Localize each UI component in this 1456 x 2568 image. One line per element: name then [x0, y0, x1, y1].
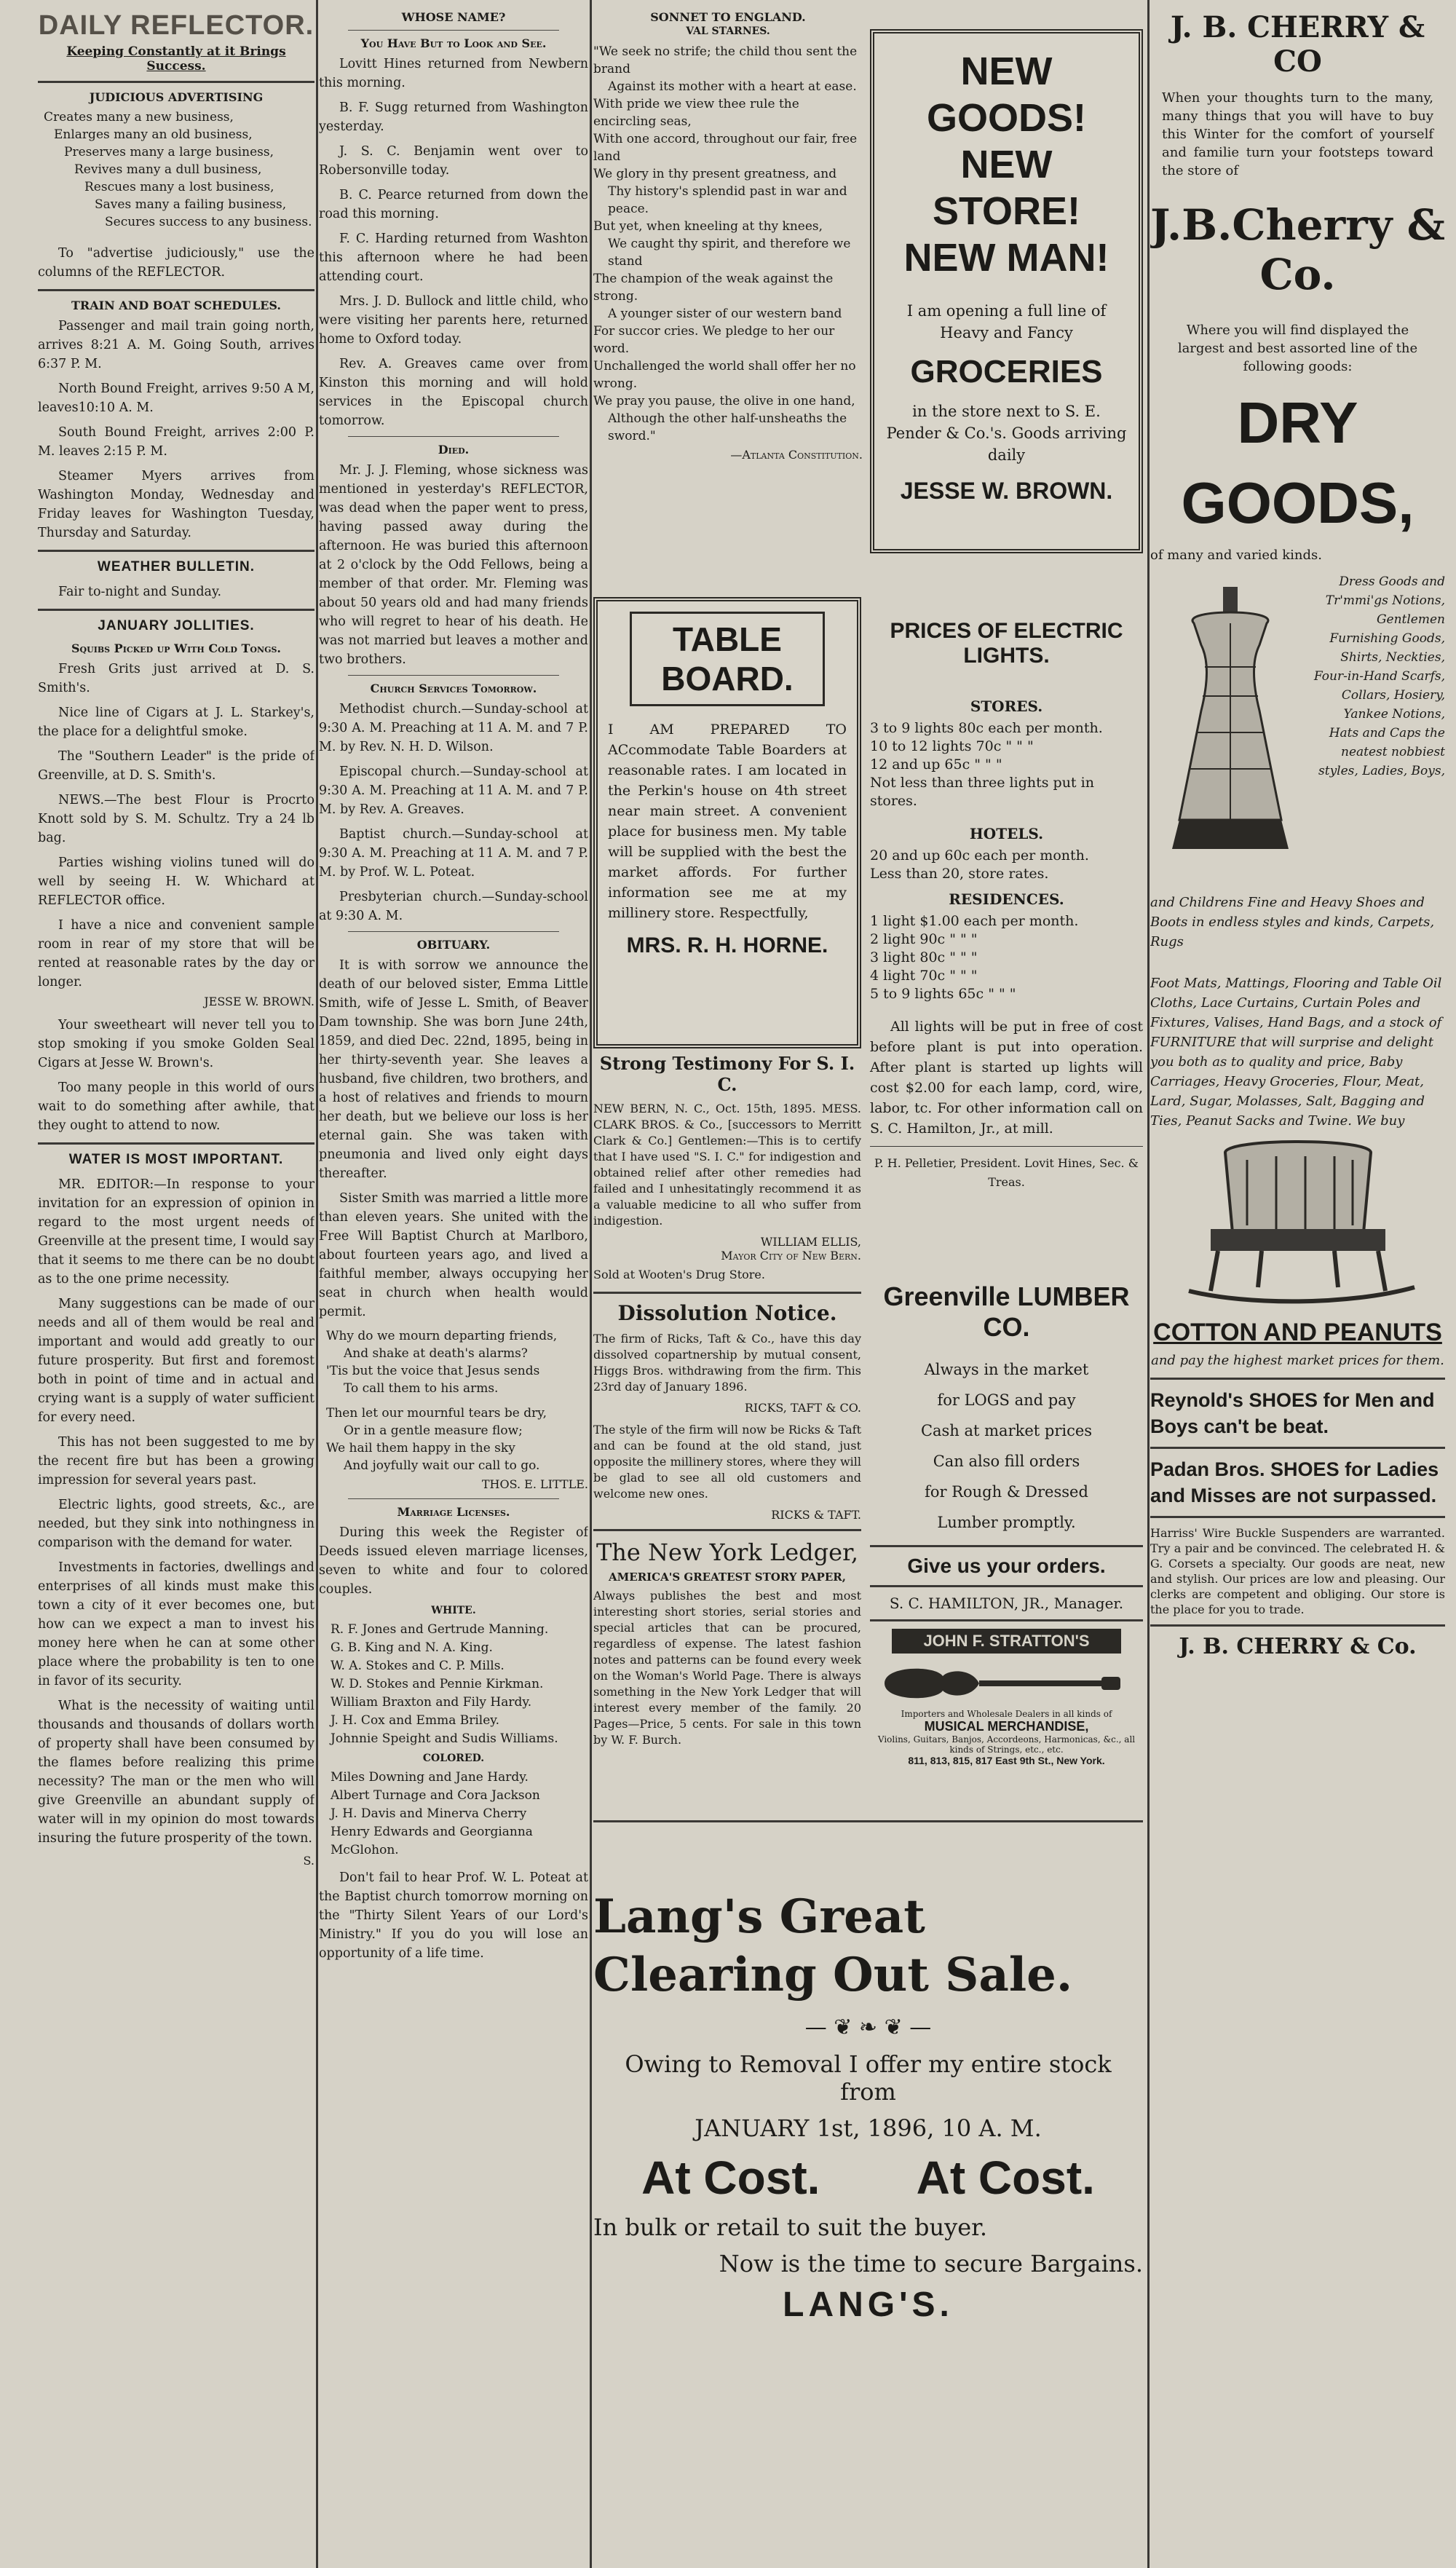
lumber-ad	[870, 1281, 1143, 1766]
langs-sig: LANG'S.	[783, 2285, 954, 2324]
at-cost-row	[593, 2151, 1143, 2205]
jollities-subheading: Squibs Picked up With Cold Tongs.	[71, 641, 281, 655]
price-line: 10 to 12 lights 70c " " "	[870, 738, 1034, 754]
verse-line: Against its mother with a heart at ease.	[608, 79, 857, 94]
verse-line: "We seek no strife; the child thou sent the brand	[593, 44, 858, 76]
table-board-ad	[593, 597, 861, 1048]
white-list	[319, 1621, 588, 1748]
langs-text: In bulk or retail to suit the buyer.	[593, 2213, 988, 2241]
lumber-line: Can also fill orders	[933, 1453, 1080, 1470]
langs-ad	[593, 1820, 1143, 2325]
langs-text: Owing to Removal I offer my entire stock from	[625, 2050, 1112, 2106]
residences-list	[870, 912, 1143, 1003]
lumber-lines	[870, 1354, 1143, 1538]
new-man-line: NEW MAN!	[903, 236, 1109, 280]
new-goods-ad	[870, 29, 1143, 553]
verse-line: Although the other half-unsheaths the sword."	[608, 411, 847, 443]
hotels-list	[870, 847, 1143, 883]
new-goods-name: JESSE W. BROWN.	[900, 478, 1113, 504]
train-item: North Bound Freight, arrives 9:50 A M, leaves10:10 A. M.	[38, 382, 314, 415]
lumber-line: Cash at market prices	[920, 1422, 1093, 1439]
verse-line: Then let our mournful tears be dry,	[326, 1406, 547, 1421]
electric-title: PRICES OF ELECTRIC LIGHTS.	[890, 619, 1123, 668]
residences-label: RESIDENCES.	[949, 890, 1064, 908]
license-item: W. D. Stokes and Pennie Kirkman.	[331, 1677, 544, 1691]
stratton-line: Violins, Guitars, Banjos, Accordeons, Harmonicas, &c., all kinds of Strings, etc., etc.	[877, 1734, 1136, 1755]
verse-line: Why do we mourn departing friends,	[326, 1329, 558, 1343]
violin-icon	[870, 1658, 1132, 1709]
column-1	[38, 0, 314, 2568]
water-para: Electric lights, good streets, &c., are needed, but they sink into nothingness in comparison with the demand for water.	[38, 1498, 314, 1550]
electric-note: All lights will be put in free of cost before plant is put into operation. After plant is started up lights will cost $2.00 for each lamp, cord, wire, labor, tc. For other information call on S. C. Hamilton, Jr., at mill.	[870, 1019, 1143, 1137]
train-item: South Bound Freight, arrives 2:00 P. M. leaves 2:15 P. M.	[38, 425, 314, 459]
died-heading: Died.	[438, 443, 470, 457]
dissolution-text: The firm of Ricks, Taft & Co., have this day dissolved copartnership by mutual consent, Higgs Bros. withdrawing from the firm. This 23rd day of January 1896.	[593, 1332, 861, 1394]
advertising-footer: To "advertise judiciously," use the columns of the REFLECTOR.	[38, 246, 314, 280]
langs-title: Clearing Out Sale.	[593, 1948, 1073, 2002]
dress-goods-row	[1150, 574, 1445, 885]
train-heading: TRAIN AND BOAT SCHEDULES.	[71, 299, 281, 312]
verse-line: The champion of the weak against the strong.	[593, 272, 834, 304]
colored-list	[319, 1769, 588, 1860]
personal-item: Rev. A. Greaves came over from Kinston this morning and will hold services in the Episcopal church tomorrow.	[319, 357, 588, 428]
advertising-heading: JUDICIOUS ADVERTISING	[89, 90, 264, 104]
harris-text: Harriss' Wire Buckle Suspenders are warranted. Try a pair and be convinced. The celebrated H. & G. Corsets a specialty. Our goods are neat, new and stylish. Our prices are low and pleasing. Our clerks are competent and obliging. Our store is the place for you to trade.	[1150, 1526, 1445, 1616]
cherry-where: Where you will find displayed the largest and best assorted line of the following goods:	[1177, 323, 1418, 374]
corset-icon	[1150, 580, 1310, 885]
cotton-peanuts: COTTON AND PEANUTS	[1153, 1319, 1442, 1346]
verse-line: We caught thy spirit, and therefore we stand	[608, 237, 851, 269]
price-line: 4 light 70c " " "	[870, 968, 978, 984]
weather-heading: WEATHER BULLETIN.	[97, 559, 256, 574]
verse-line: Unchallenged the world shall offer her no wrong.	[593, 359, 856, 391]
jollity-item: NEWS.—The best Flour is Procrto Knott sold by S. M. Schultz. Try a 24 lb bag.	[38, 793, 314, 845]
advertising-list	[38, 108, 314, 231]
sonnet-title: SONNET TO ENGLAND.	[650, 10, 806, 24]
langs-date: JANUARY 1st, 1896, 10 A. M.	[695, 2114, 1042, 2142]
water-heading: WATER IS MOST IMPORTANT.	[68, 1152, 284, 1167]
advertising-line: Secures success to any business.	[105, 215, 312, 229]
stratton-line: Importers and Wholesale Dealers in all kinds of	[901, 1709, 1112, 1719]
padan-shoes: Padan Bros. SHOES for Ladies and Misses are not surpassed.	[1150, 1458, 1439, 1506]
price-line: Less than 20, store rates.	[870, 866, 1049, 882]
jollities-heading: JANUARY JOLLITIES.	[98, 618, 255, 633]
marriage-heading: Marriage Licenses.	[397, 1505, 510, 1519]
advertising-line: Preserves many a large business,	[64, 145, 274, 159]
obituary-para: Sister Smith was married a little more than eleven years. She united with the Free Will Baptist Church at Marlboro, about fourteen years ago, and lived a faithful member, always occupying her seat in church when health would permit.	[319, 1191, 588, 1319]
ledger-sub: AMERICA'S GREATEST STORY PAPER,	[609, 1571, 846, 1584]
lumber-line: Lumber promptly.	[937, 1514, 1076, 1531]
cherry-intro: When your thoughts turn to the many, many things that you will have to buy this Winter for the comfort of yourself and familie turn your footsteps toward the store of	[1162, 90, 1433, 178]
verse-line: Or in a gentle measure flow;	[344, 1423, 523, 1438]
price-line: 12 and up 65c " " "	[870, 756, 1002, 773]
sonnet-author: VAL STARNES.	[686, 25, 770, 37]
ledger-text: Always publishes the best and most interesting short stories, serial stories and special articles that can be procured, regardless of expense. The latest fashion notes and patterns can be found every week on the Woman's World Page. There is always something in the New York Ledger that will interest every member of the family. 20 Pages—Price, 5 cents. For sale in this town by W. F. Burch.	[593, 1589, 861, 1747]
verse-line: We pray you pause, the olive in one hand,	[593, 394, 855, 408]
price-line: 5 to 9 lights 65c " " "	[870, 986, 1016, 1002]
at-cost: At Cost.	[641, 2152, 820, 2204]
personal-item: F. C. Harding returned from Washton this afternoon where he had been attending court.	[319, 232, 588, 284]
obituary-para: It is with sorrow we announce the death of our beloved sister, Emma Little Smith, wife of Jesse L. Smith, of Beaver Dam township. She was born June 24th, 1859, and died Dec. 22nd, 1895, being in her thirty-seventh year. She leaves a husband, five children, two brothers, and a host of relatives and friends to mourn her death, but we believe our loss is her eternal gain. She was taken with pneumonia and lived only eight days thereafter.	[319, 958, 588, 1181]
personal-item: B. F. Sugg returned from Washington yesterday.	[319, 100, 588, 134]
verse-line: With pride we view thee rule the encircling seas,	[593, 97, 799, 129]
water-para: This has not been suggested to me by the recent fire but has been a growing impression for several years past.	[38, 1435, 314, 1488]
verse-line: For succor cries. We pledge to her our word.	[593, 324, 835, 356]
lumber-cta: Give us your orders.	[907, 1554, 1106, 1577]
reynolds-shoes: Reynold's SHOES for Men and Boys can't be beat.	[1150, 1389, 1435, 1437]
rocking-chair-icon	[1174, 1138, 1422, 1305]
license-item: Johnnie Speight and Sudis Williams.	[331, 1731, 558, 1746]
motto: Keeping Constantly at it Brings Success.	[66, 44, 286, 74]
column-3	[593, 0, 1147, 2568]
verse-line: Thy history's splendid past in war and peace.	[608, 184, 847, 216]
water-para: Investments in factories, dwellings and enterprises of all kinds must make this town a city of it ever becomes one, but how can we expect a man to invest his money here when he can at some other place where the probability is ten to one in favor of its security.	[38, 1560, 314, 1688]
dissolution-text: The style of the firm will now be Ricks & Taft and can be found at the old stand, just opposite the millinery stores, where they will be glad to see all old customers and welcome new ones.	[593, 1423, 861, 1501]
jollity-item: Too many people in this world of ours wait to do something after awhile, that they ought to attend to now.	[38, 1080, 314, 1133]
church-item: Baptist church.—Sunday-school at 9:30 A. M. Preaching at 11 A. M. and 7 P. M. by Prof. W. L. Poteat.	[319, 827, 588, 880]
table-board-title: TABLE BOARD.	[630, 612, 825, 706]
marriage-text: During this week the Register of Deeds issued eleven marriage licenses, seven to white and four to colored couples.	[319, 1525, 588, 1597]
lumber-line: for Rough & Dressed	[925, 1483, 1088, 1501]
sonnet-lines	[593, 43, 863, 445]
personal-item: J. S. C. Benjamin went over to Robersonville today.	[319, 144, 588, 178]
dissolution-sig: RICKS & TAFT.	[771, 1508, 861, 1522]
verse-line: And joyfully wait our call to go.	[344, 1458, 540, 1473]
verse-line: 'Tis but the voice that Jesus sends	[326, 1364, 540, 1378]
advertising-line: Enlarges many an old business,	[54, 127, 253, 142]
stratton-line: MUSICAL MERCHANDISE,	[924, 1719, 1089, 1734]
cherry-pay: and pay the highest market prices for them.	[1151, 1353, 1444, 1368]
cherry-logo: J.B.Cherry & Co.	[1150, 200, 1445, 299]
column-rule	[590, 0, 592, 2568]
jollity-item: Fresh Grits just arrived at D. S. Smith's.	[38, 662, 314, 695]
langs-title: Lang's Great	[593, 1889, 925, 1944]
license-item: William Braxton and Fily Hardy.	[331, 1695, 532, 1710]
died-text: Mr. J. J. Fleming, whose sickness was mentioned in yesterday's REFLECTOR, was dead when the paper went to press, having passed away during the afternoon. He was buried this afternoon at 2 o'clock by the Odd Fellows, being a member of that order. Mr. Fleming was about 50 years old and had many friends who will regret to hear of his death. He was not married but leaves a mother and two brothers.	[319, 463, 588, 667]
lumber-line: Always in the market	[924, 1361, 1089, 1378]
jollity-item: Parties wishing violins tuned will do well by seeing H. W. Whichard at REFLECTOR office.	[38, 856, 314, 908]
hotels-label: HOTELS.	[969, 825, 1044, 842]
personals-subheading: You Have But to Look and See.	[360, 36, 547, 50]
testimony-sig: WILLIAM ELLIS,	[760, 1235, 861, 1249]
closing-notice: Don't fail to hear Prof. W. L. Poteat at the Baptist church tomorrow morning on the "Thirty Silent Years of our Lord's Ministry." If you do you will lose an opportunity of a life time.	[319, 1870, 588, 1961]
signature: JESSE W. BROWN.	[204, 995, 314, 1008]
lumber-manager: S. C. HAMILTON, JR., Manager.	[889, 1595, 1124, 1612]
license-item: J. H. Davis and Minerva Cherry	[331, 1806, 527, 1821]
at-cost: At Cost.	[916, 2152, 1095, 2204]
testimony-sigsub: Mayor City of New Bern.	[721, 1249, 861, 1263]
testimony-text: NEW BERN, N. C., Oct. 15th, 1895. MESS. CLARK BROS. & Co., [successors to Merritt Clark & Co.] Gentlemen:—This is to certify that I have used "S. I. C." for indigestion and obtained relief after other remedies had failed and I unhesitatingly recommend it as a valuable medicine to all who suffer from indigestion.	[593, 1102, 861, 1228]
advertising-line: Rescues many a lost business,	[84, 180, 274, 194]
white-label: WHITE.	[431, 1605, 476, 1616]
colored-label: COLORED.	[422, 1753, 485, 1764]
dissolution-sig: RICKS, TAFT & CO.	[744, 1401, 861, 1415]
jollity-item: Your sweetheart will never tell you to stop smoking if you smoke Golden Seal Cigars at Jesse W. Brown's.	[38, 1018, 314, 1070]
advertising-line: Revives many a dull business,	[74, 162, 262, 177]
table-board-name: MRS. R. H. HORNE.	[626, 933, 828, 957]
jollity-item: I have a nice and convenient sample room in rear of my store that will be rented at reasonable rates by the day or longer.	[38, 918, 314, 989]
stores-label: STORES.	[970, 698, 1043, 715]
testimony-sold: Sold at Wooten's Drug Store.	[593, 1268, 765, 1281]
obituary-heading: OBITUARY.	[416, 938, 491, 952]
new-goods-text: in the store next to S. E. Pender & Co.'s. Goods arriving daily	[886, 403, 1127, 464]
verse-line: With one accord, throughout our fair, free land	[593, 132, 858, 164]
personal-item: Lovitt Hines returned from Newbern this morning.	[319, 57, 588, 90]
dry-goods: DRY GOODS,	[1181, 390, 1415, 535]
personal-item: Mrs. J. D. Bullock and little child, who were visiting her parents here, returned home to Oxford today.	[319, 294, 588, 347]
water-para: What is the necessity of waiting until thousands and thousands of dollars worth of property shall have been consumed by the flames before realizing this prime necessity? The man or the men who will give Greenville an abundant supply of water will in my opinion do most towards insuring the future prosperity of the town.	[38, 1699, 314, 1846]
price-line: 20 and up 60c each per month.	[870, 848, 1089, 864]
electric-officers: P. H. Pelletier, President. Lovit Hines, Sec. & Treas.	[874, 1156, 1139, 1189]
water-para: MR. EDITOR:—In response to your invitation for an expression of opinion in regard to the most urgent needs of Greenville at the present time, I would say that it seems to me there can be no doubt as to the one prime necessity.	[38, 1177, 314, 1287]
cherry-mats: Foot Mats, Mattings, Flooring and Table Oil Cloths, Lace Curtains, Curtain Poles and Fixtures, Valises, Hand Bags, and a stock of FURNITURE that will surprise and delight you both as to quality and price, Baby Carriages, Heavy Groceries, Flour, Meat, Lard, Sugar, Molasses, Salt, Bagging and Ties, Peanut Sacks and Twine. We buy	[1150, 976, 1442, 1129]
column-rule	[316, 0, 318, 2568]
verse-line: But yet, when kneeling at thy knees,	[593, 219, 823, 234]
train-item: Passenger and mail train going north, arrives 8:21 A. M. Going South, arrives 6:37 P. M.	[38, 319, 314, 371]
masthead: DAILY REFLECTOR.	[38, 10, 314, 41]
obituary-verse	[319, 1327, 588, 1474]
church-heading: Church Services Tomorrow.	[370, 681, 537, 695]
sonnet-source: —Atlanta Constitution.	[730, 448, 863, 462]
verse-line: To call them to his arms.	[344, 1381, 499, 1396]
personal-item: B. C. Pearce returned from down the road this morning.	[319, 188, 588, 221]
electric-lights-ad	[870, 619, 1143, 1198]
dissolution-title: Dissolution Notice.	[617, 1301, 837, 1325]
church-item: Methodist church.—Sunday-school at 9:30 A. M. Preaching at 11 A. M. and 7 P. M. by Rev. N. H. D. Wilson.	[319, 702, 588, 754]
ornament-icon: — ❦ ❧ ❦ —	[804, 2015, 932, 2040]
column-rule	[1147, 0, 1150, 2568]
personals-heading: WHOSE NAME?	[401, 10, 506, 24]
langs-text: Now is the time to secure Bargains.	[719, 2250, 1143, 2277]
testimony-ad	[593, 1048, 861, 1754]
groceries-title: GROCERIES	[910, 354, 1103, 390]
verse-line: A younger sister of our western band	[608, 307, 842, 321]
verse-line: We hail them happy in the sky	[326, 1441, 515, 1455]
church-item: Episcopal church.—Sunday-school at 9:30 A. M. Preaching at 11 A. M. and 7 P. M. by Rev. A. Greaves.	[319, 765, 588, 817]
price-line: 3 light 80c " " "	[870, 949, 978, 965]
license-item: Miles Downing and Jane Hardy.	[331, 1770, 529, 1785]
price-line: 1 light $1.00 each per month.	[870, 913, 1079, 929]
license-item: G. B. King and N. A. King.	[331, 1640, 493, 1655]
dress-goods-list: Dress Goods and Tr'mmi'gs Notions, Gentlemen Furnishing Goods, Shirts, Neckties, Four-in-Hand Scarfs, Collars, Hosiery, Yankee Notions, Hats and Caps the neatest nobbiest styles, Ladies, Boys,	[1313, 574, 1445, 778]
stratton-address: 811, 813, 815, 817 East 9th St., New York.	[908, 1755, 1105, 1766]
cherry-sig: J. B. CHERRY & Co.	[1179, 1634, 1417, 1659]
advertising-line: Creates many a new business,	[44, 110, 234, 125]
price-line: 2 light 90c " " "	[870, 931, 978, 947]
column-2	[319, 0, 588, 2568]
advertising-line: Saves many a failing business,	[95, 197, 287, 212]
water-para: Many suggestions can be made of our needs and all of them would be real and important and would add greatly to our future prosperity. But first and foremost both in point of time and in actual and crying want is a supply of water sufficient for every need.	[38, 1297, 314, 1425]
license-item: Henry Edwards and Georgianna McGlohon.	[331, 1825, 533, 1857]
jollity-item: Nice line of Cigars at J. L. Starkey's, the place for a delightful smoke.	[38, 706, 314, 739]
jollity-item: The "Southern Leader" is the pride of Greenville, at D. S. Smith's.	[38, 749, 314, 783]
table-board-text: I AM PREPARED TO ACcommodate Table Boarders at reasonable rates. I am located in the Perkin's house on 4th street near main street. A convenient place for business men. My table will be supplied with the best the market affords. For further information see me at my millinery store. Respectfully,	[608, 722, 847, 921]
lumber-title: Greenville LUMBER CO.	[883, 1281, 1130, 1342]
stores-list	[870, 719, 1143, 810]
cherry-shoes: and Childrens Fine and Heavy Shoes and Boots in endless styles and kinds, Carpets, Rugs	[1150, 895, 1435, 949]
ledger-title: The New York Ledger,	[596, 1538, 859, 1566]
new-store-line: NEW STORE!	[932, 143, 1081, 233]
verse-line: And shake at death's alarms?	[344, 1346, 528, 1361]
price-line: 3 to 9 lights 80c each per month.	[870, 720, 1103, 736]
license-item: Albert Turnage and Cora Jackson	[331, 1788, 540, 1803]
verse-line: We glory in thy present greatness, and	[593, 167, 837, 181]
price-line: Not less than three lights put in stores.	[870, 775, 1094, 809]
sonnet	[593, 10, 863, 469]
license-item: R. F. Jones and Gertrude Manning.	[331, 1622, 549, 1637]
church-item: Presbyterian church.—Sunday-school at 9:30 A. M.	[319, 890, 588, 923]
testimony-title: Strong Testimony For S. I. C.	[599, 1053, 855, 1095]
lumber-line: for LOGS and pay	[937, 1391, 1076, 1409]
license-item: J. H. Cox and Emma Briley.	[331, 1713, 500, 1728]
new-goods-text: I am opening a full line of Heavy and Fancy	[906, 302, 1107, 341]
cherry-many: of many and varied kinds.	[1150, 548, 1322, 563]
signature: S.	[303, 1854, 314, 1868]
stratton-name: JOHN F. STRATTON'S	[892, 1629, 1121, 1654]
license-item: W. A. Stokes and C. P. Mills.	[331, 1659, 505, 1673]
signature: THOS. E. LITTLE.	[481, 1477, 588, 1491]
column-4	[1150, 0, 1445, 2568]
train-item: Steamer Myers arrives from Washington Monday, Wednesday and Friday leaves for Washington Tuesday, Thursday and Saturday.	[38, 469, 314, 540]
cherry-title: J. B. CHERRY & CO	[1170, 10, 1425, 79]
new-goods-line: NEW GOODS!	[926, 50, 1086, 140]
weather-text: Fair to-night and Sunday.	[58, 585, 222, 599]
